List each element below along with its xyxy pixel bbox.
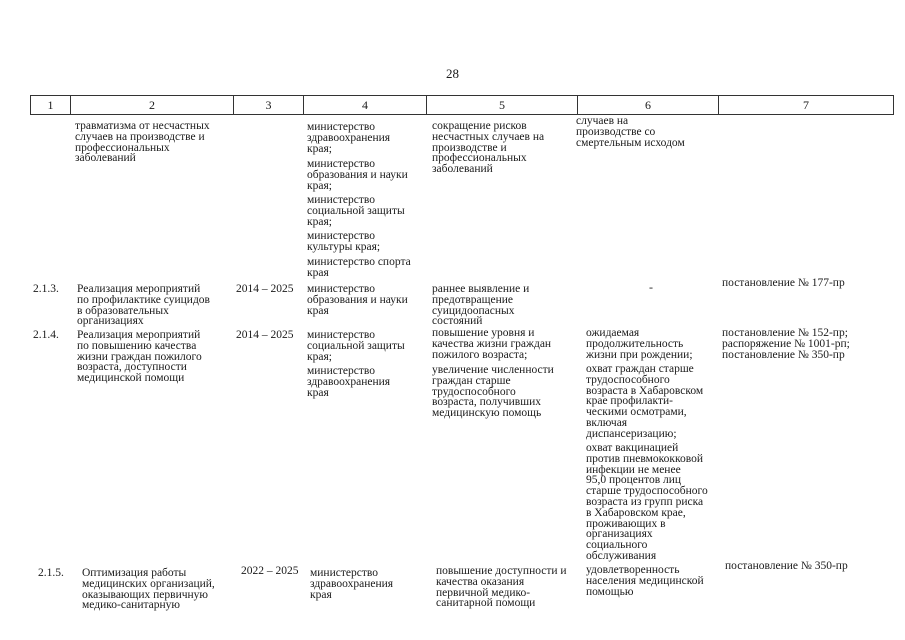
row-214-measure: Реализация мероприятий по повышению качества жизни граждан пожилого возраста, доступности медицинской помощи <box>77 329 202 385</box>
row-214-result-2: увеличение численности граждан старше трудоспособного возраста, получивших медицинскую помощь <box>432 364 554 420</box>
header-cell-7: 7 <box>719 96 894 115</box>
header-cell-4: 4 <box>304 96 427 115</box>
row-214-indicator-3: охват вакцинацией против пневмококковой инфекции не менее 95,0 процентов лиц старше трудоспособного возраста из групп риска в Хабаровском крае, проживающих в организациях социального обслуживания <box>586 442 708 562</box>
row-214-number: 2.1.4. <box>33 329 59 341</box>
row-213-document: постановление № 177-пр <box>722 277 845 289</box>
row-214-executor-2: министерство здравоохранения края <box>307 365 391 399</box>
row-213-period: 2014 – 2025 <box>236 283 294 295</box>
carry-executor-5: министерство спорта края <box>307 256 411 279</box>
row-213-indicator: - <box>649 280 653 294</box>
row-215-number: 2.1.5. <box>38 567 64 579</box>
header-cell-6: 6 <box>578 96 719 115</box>
header-cell-2: 2 <box>71 96 234 115</box>
header-cell-1: 1 <box>31 96 71 115</box>
carry-executor-4: министерство культуры края; <box>307 230 381 253</box>
header-cell-3: 3 <box>234 96 304 115</box>
row-215-indicator: удовлетворенность населения медицинской помощью <box>586 564 704 598</box>
row-214-indicator-2: охват граждан старше трудоспособного возраста в Хабаровском крае профилакти- ческими осмотрами, включая диспансеризацию; <box>586 363 704 440</box>
row-214-executor-1: министерство социальной защиты края; <box>307 329 405 363</box>
carry-measure-text: травматизма от несчастных случаев на производстве и профессиональных заболеваний <box>75 120 210 165</box>
header-cell-5: 5 <box>427 96 578 115</box>
row-213-number: 2.1.3. <box>33 283 59 295</box>
row-214-document: постановление № 152-пр; распоряжение № 1001-рп; постановление № 350-пр <box>722 327 850 361</box>
row-214-result-1: повышение уровня и качества жизни граждан пожилого возраста; <box>432 327 552 361</box>
page-number: 28 <box>446 66 459 81</box>
row-214-indicator-1: ожидаемая продолжительность жизни при рождении; <box>586 327 693 361</box>
row-213-measure: Реализация мероприятий по профилактике суицидов в образовательных организациях <box>77 283 210 328</box>
carry-indicator: случаев на производстве со смертельным исходом <box>576 115 685 149</box>
carry-executor-1: министерство здравоохранения края; <box>307 121 391 155</box>
row-215-measure: Оптимизация работы медицинских организаций, оказывающих первичную медико-санитарную <box>82 567 215 612</box>
row-215-period: 2022 – 2025 <box>241 565 299 577</box>
row-213-executor: министерство образования и науки края <box>307 283 408 317</box>
table-header <box>30 95 894 115</box>
carry-executor-2: министерство образования и науки края; <box>307 158 408 192</box>
row-215-result: повышение доступности и качества оказания первичной медико- санитарной помощи <box>436 565 567 610</box>
carry-executor-3: министерство социальной защиты края; <box>307 194 405 228</box>
row-213-result: раннее выявление и предотвращение суицидоопасных состояний <box>432 283 530 328</box>
row-215-executor: министерство здравоохранения края <box>310 567 394 601</box>
carry-result: сокращение рисков несчастных случаев на производстве и профессиональных заболеваний <box>432 120 545 176</box>
row-215-document: постановление № 350-пр <box>725 560 848 572</box>
row-214-period: 2014 – 2025 <box>236 329 294 341</box>
